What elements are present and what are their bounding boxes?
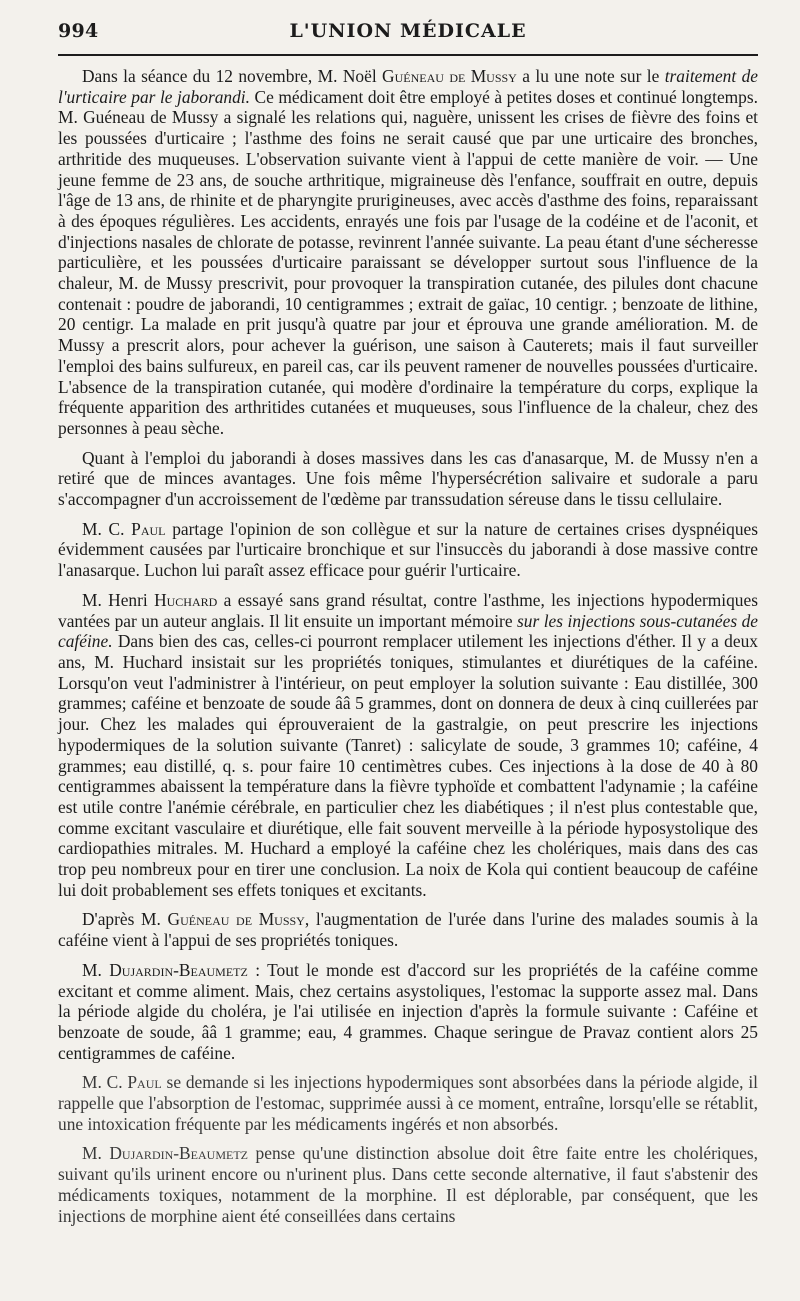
text-run: M. Henri <box>82 589 155 610</box>
text-run: , l'augmentation de l'urée dans l'urine des malades soumis à la caféine vient à l'appui de ses propriétés toniques. <box>58 909 758 951</box>
paragraph <box>58 448 758 510</box>
paragraph <box>58 66 758 439</box>
text-run: Dans la séance du 12 novembre, M. Noël <box>82 66 383 86</box>
author-name: Paul <box>127 1072 162 1093</box>
text-run: Ce médicament doit être employé à petites doses et continué longtemps. M. Guéneau de Mussy a signalé les relations qui, naguère, unissent les crises de fièvre des foins et les poussées d'urticaire ; l'asthme des foins ne serait causé que par une urticaire des bronches, arthritide des muqueuses. L'observation suivante vient à l'appui de cette manière de voir. — Une jeune femme de 23 ans, de souche arthritique, migraineuse dès l'enfance, souffrait en outre, depuis l'âge de 13 ans, de rhinite et de pharyngite prurigineuses, avec accès d'asthme des foins, reparaissant à des époques régulières. Les accidents, enrayés une fois par l'usage de la codéine et de l'aconit, et d'injections nasales de chlorate de potasse, revinrent l'année suivante. La peau étant d'une sécheresse particulière, et les poussées d'urticaire paraissant se développer surtout sous l'influence de la chaleur, M. de Mussy prescrivit, pour provoquer la transpiration cutanée, des pilules dont chacune contenait : poudre de jaborandi, 10 centigrammes ; extrait de gaïac, 10 centigr. ; benzoate de lithine, 20 centigr. La malade en prit jusqu'à quatre par jour et éprouva une grande amélioration. M. de Mussy a prescrit alors, pour achever la guérison, une saison à Cauterets; mais il faut surveiller l'emploi des bains sulfureux, en pareil cas, car ils peuvent ramener de nouvelles poussées d'urticaire. L'absence de la transpiration cutanée, qui modère d'ordinaire la température du corps, explique la fréquente apparition des arthritides cutanées et muqueuses, sous l'influence de la chaleur, chez des personnes à peau sèche. <box>58 86 758 438</box>
page-header <box>58 20 758 44</box>
paragraph <box>58 960 758 1064</box>
paragraph <box>58 519 758 581</box>
paragraph <box>58 590 758 901</box>
author-name: Dujardin-Beaumetz <box>109 959 248 980</box>
paragraph <box>58 909 758 950</box>
article-body <box>58 66 758 1226</box>
paragraph <box>58 1072 758 1134</box>
paragraph <box>58 1143 758 1226</box>
text-run: a lu une note sur le <box>516 66 665 86</box>
text-run: M. C. <box>82 518 132 539</box>
text-run: D'après M. <box>82 909 168 930</box>
author-name: Guéneau de Mussy <box>167 909 305 930</box>
page-number: 994 <box>58 20 99 42</box>
header-rule <box>58 54 758 56</box>
running-head: L'UNION MÉDICALE <box>289 20 527 42</box>
author-name: Paul <box>131 518 166 539</box>
text-run: : Tout le monde est d'accord sur les propriétés de la caféine comme excitant et comme aliment. Mais, chez certains asystoliques, l'estomac la supporte assez mal. Dans la période algide du choléra, je l'ai utilisée en injection d'après la formule suivante : Caféine et benzoate de soude, ââ 1 gramme; eau, 4 grammes. Chaque seringue de Pravaz contient alors 25 centigrammes de caféine. <box>58 959 758 1063</box>
italic-title: sur les injections sous-cutanées de caféine. <box>58 610 758 652</box>
text-run: M. C. <box>82 1072 128 1093</box>
italic-title: traitement de l'urticaire par le jaborandi. <box>58 66 758 107</box>
text-run: M. <box>82 1143 110 1164</box>
text-run: partage l'opinion de son collègue et sur la nature de certaines crises dyspnéiques évidemment causées par l'urticaire bronchique et sur l'insuccès du jaborandi à dose massive contre l'anasarque. Luchon lui paraît assez efficace pour guérir l'urticaire. <box>58 518 759 581</box>
text-run: a essayé sans grand résultat, contre l'asthme, les injections hypodermiques vantées par un auteur anglais. Il lit ensuite un important mémoire <box>58 589 758 631</box>
text-run: pense qu'une distinction absolue doit être faite entre les cholériques, suivant qu'ils urinent encore ou n'urinent plus. Dans cette seconde alternative, il faut s'abstenir des médicaments toxiques, notamment de la morphine. Il est déplorable, par conséquent, que les injections de morphine aient été conseillées dans certains <box>58 1143 758 1226</box>
text-run: M. <box>82 959 110 980</box>
author-name: Huchard <box>154 589 218 610</box>
text-run: Dans bien des cas, celles-ci pourront remplacer utilement les injections d'éther. Il y a deux ans, M. Huchard insistait sur les propriétés toniques, stimulantes et diurétiques de la caféine. Lorsqu'on veut l'administrer à l'intérieur, on peut employer la solution suivante : Eau distillée, 300 grammes; caféine et benzoate de soude ââ 5 grammes, dont on donnera de deux à cinq cuillerées par jour. Chez les malades qui éprouveraient de la gastralgie, on peut prescrire les injections hypodermiques de la solution suivante (Tanret) : salicylate de soude, 3 grammes 10; caféine, 4 grammes; eau distillé, q. s. pour faire 10 centimètres cubes. Ces injections à la dose de 40 à 80 centigrammes abaissent la température dans la fièvre typhoïde et combattent l'adynamie ; la caféine est utile contre l'anémie cérébrale, en particulier chez les diabétiques ; il n'est plus contestable que, comme excitant vasculaire et diurétique, elle fait souvent merveille à la période hyposystolique des cardiopathies mitrales. M. Huchard a employé la caféine chez les cholériques, mais dans des cas trop peu nombreux pour en tirer une conclusion. La noix de Kola qui contient beaucoup de caféine lui doit probablement ses effets toniques et excitants. <box>58 631 758 900</box>
text-run: se demande si les injections hypodermiques sont absorbées dans la période algide, il rappelle que l'absorption de l'estomac, supprimée aussi à ce moment, entraîne, lorsqu'elle se rétablit, une intoxication fréquente par les médicaments ingérés et non absorbés. <box>58 1072 758 1134</box>
text-run: Quant à l'emploi du jaborandi à doses massives dans les cas d'anasarque, M. de Mussy n'en a retiré que de minces avantages. Une fois même l'hypersécrétion salivaire et sudorale a paru s'accompagner d'un accroissement de l'œdème par transsudation séreuse dans le tissu cellulaire. <box>58 447 758 510</box>
author-name: Dujardin-Beaumetz <box>109 1143 248 1164</box>
author-name: Guéneau de Mussy <box>382 66 517 86</box>
